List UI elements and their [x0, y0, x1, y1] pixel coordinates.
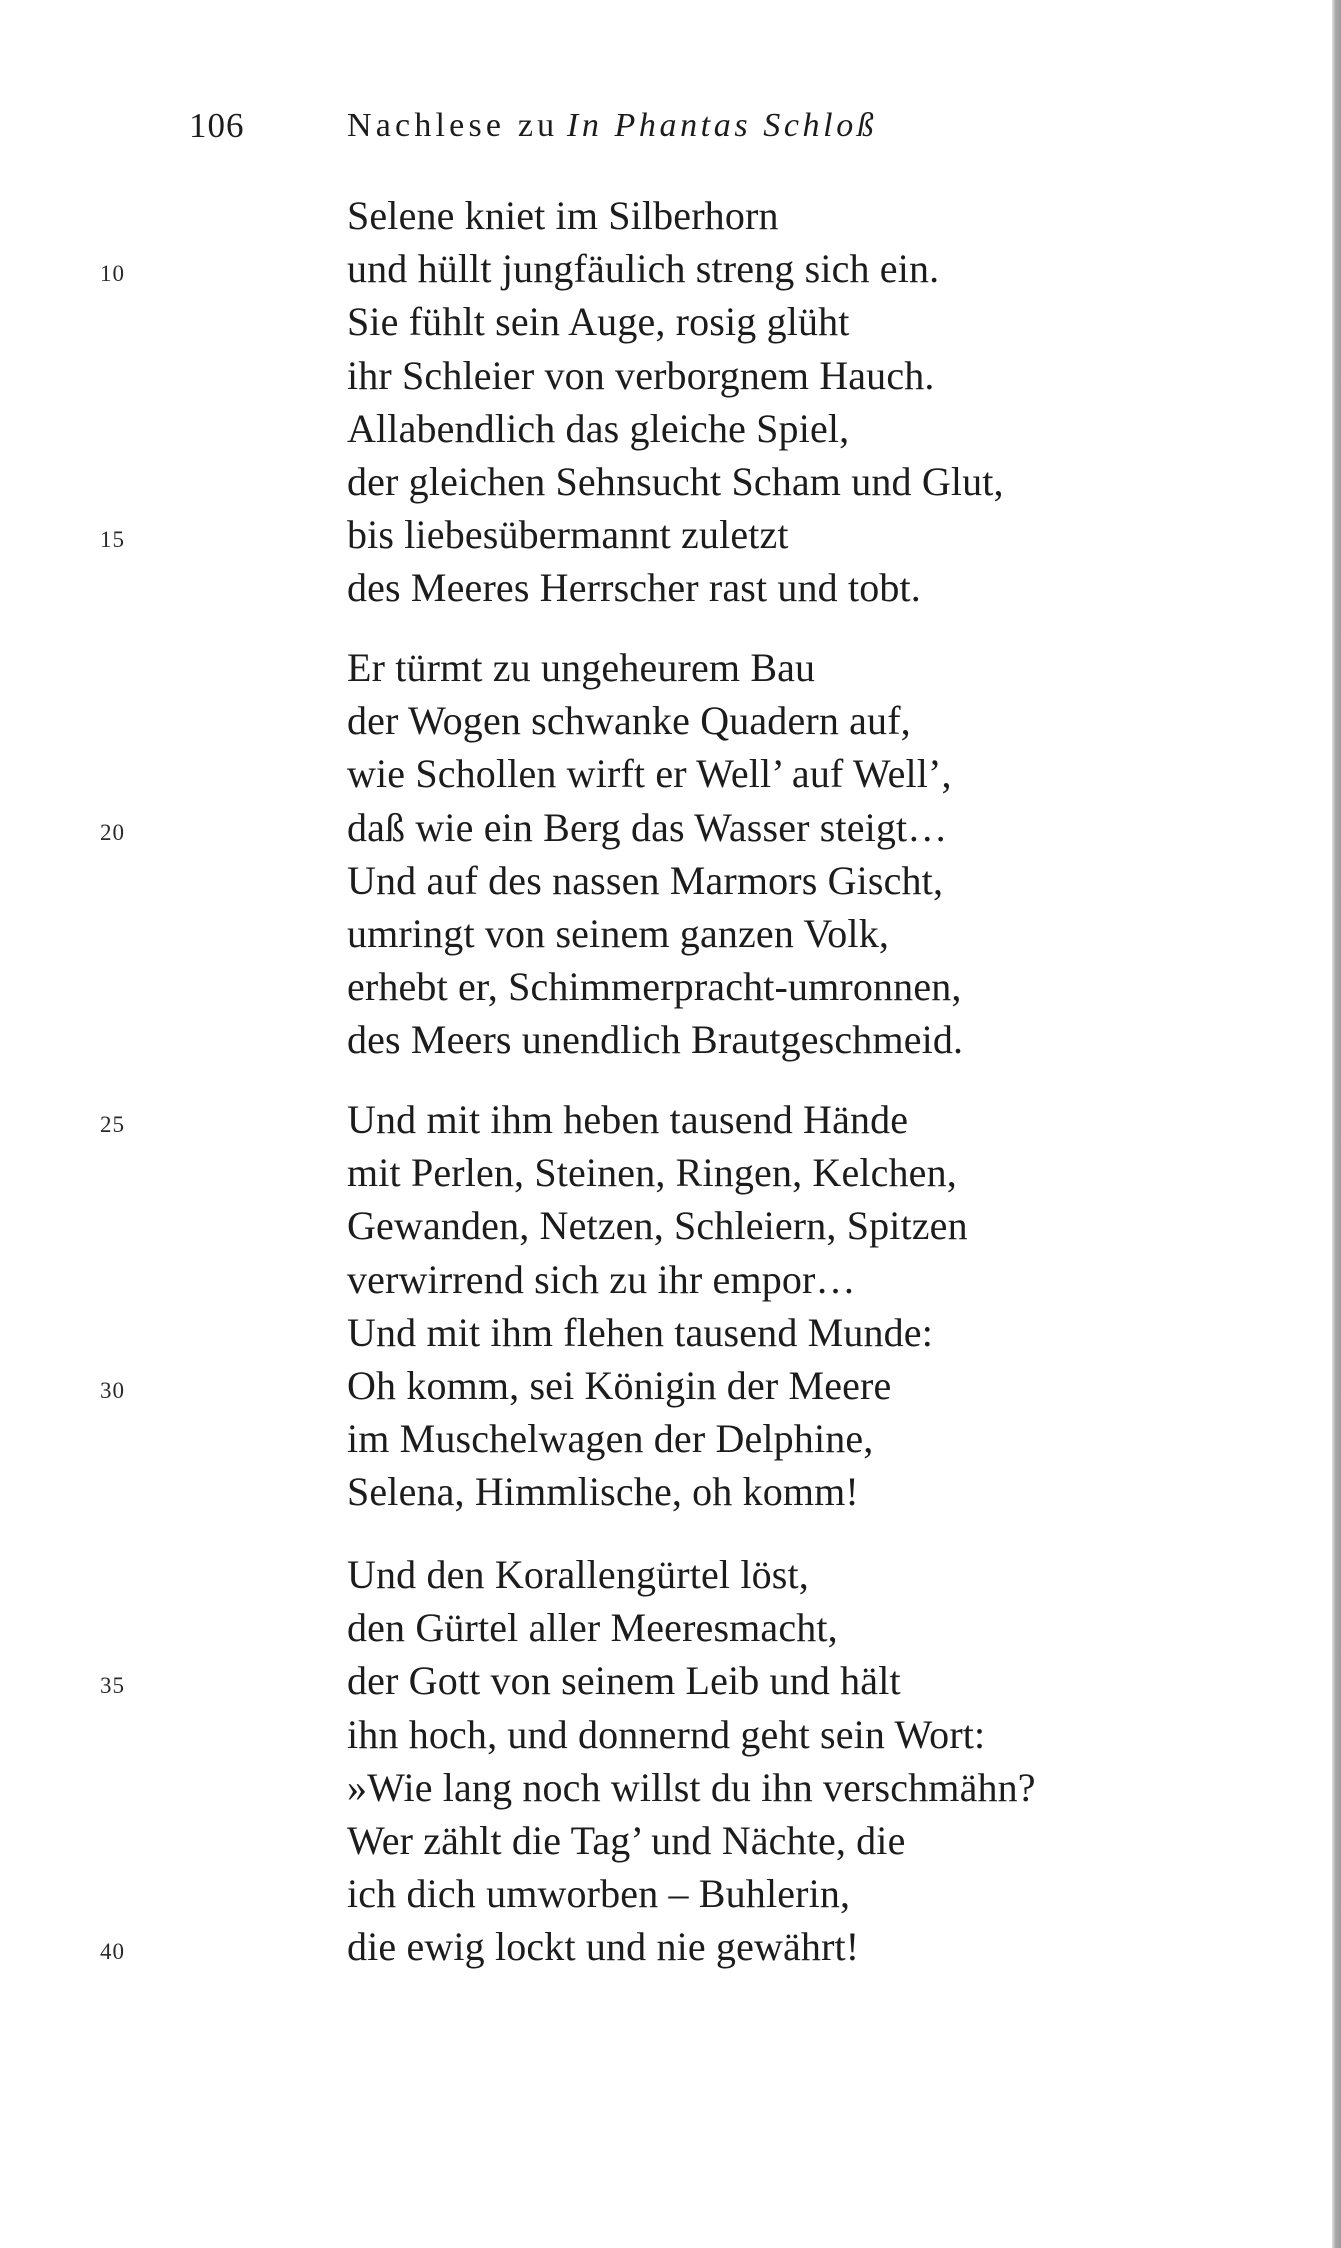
verse-line: Oh komm, sei Königin der Meere: [347, 1363, 892, 1408]
verse-line: Allabendlich das gleiche Spiel,: [347, 405, 850, 451]
line-number: 35: [100, 1673, 125, 1699]
line-number: 30: [100, 1378, 125, 1403]
verse-line: ihn hoch, und donnernd geht sein Wort:: [347, 1711, 986, 1757]
line-number: 25: [100, 1112, 125, 1137]
line-number: 40: [100, 1939, 125, 1965]
line-number: 10: [100, 261, 125, 287]
verse-line: Sie fühlt sein Auge, rosig glüht: [347, 299, 850, 345]
verse-line: daß wie ein Berg das Wasser steigt…: [347, 804, 948, 850]
verse-line: Gewanden, Netzen, Schleiern, Spitzen: [347, 1203, 968, 1249]
verse-line: Wer zählt die Tag’ und Nächte, die: [347, 1818, 906, 1863]
verse-line: Und mit ihm heben tausend Hände: [347, 1097, 909, 1142]
verse-line: wie Schollen wirft er Well’ auf Well’,: [347, 751, 952, 797]
verse-line: erhebt er, Schimmerpracht-umronnen,: [347, 964, 962, 1010]
running-head-work-title: In Phantas Schloß: [566, 107, 878, 144]
verse-line: den Gürtel aller Meeresmacht,: [347, 1605, 838, 1651]
verse-line: im Muschelwagen der Delphine,: [347, 1416, 874, 1462]
verse-line: der Gott von seinem Leib und hält: [347, 1658, 901, 1704]
verse-line: und hüllt jungfäulich streng sich ein.: [347, 246, 940, 292]
verse-line: umringt von seinem ganzen Volk,: [347, 911, 889, 956]
verse-line: des Meers unendlich Brautgeschmeid.: [347, 1017, 964, 1063]
line-number: 20: [100, 819, 125, 845]
verse-line: der gleichen Sehnsucht Scham und Glut,: [347, 459, 1004, 504]
verse-line: Und mit ihm flehen tausend Munde:: [347, 1309, 933, 1355]
page-number: 106: [189, 106, 245, 145]
verse-line: bis liebesübermannt zuletzt: [347, 512, 789, 558]
verse-line: »Wie lang noch willst du ihn verschmähn?: [347, 1764, 1036, 1810]
verse-line: Er türmt zu ungeheurem Bau: [347, 645, 816, 690]
verse-line: mit Perlen, Steinen, Ringen, Kelchen,: [347, 1150, 957, 1196]
verse-line: des Meeres Herrscher rast und tobt.: [347, 565, 921, 611]
verse-line: die ewig lockt und nie gewährt!: [347, 1924, 860, 1970]
verse-line: Und den Korallengürtel löst,: [347, 1552, 809, 1597]
running-head-prefix: Nachlese zu: [347, 107, 559, 144]
verse-line: verwirrend sich zu ihr empor…: [347, 1256, 856, 1302]
verse-line: ihr Schleier von verborgnem Hauch.: [347, 352, 935, 398]
verse-line: ich dich umworben – Buhlerin,: [347, 1871, 851, 1917]
verse-line: Selene kniet im Silberhorn: [347, 193, 779, 238]
verse-line: Selena, Himmlische, oh komm!: [347, 1469, 859, 1515]
verse-line: der Wogen schwanke Quadern auf,: [347, 698, 911, 744]
verse-line: Und auf des nassen Marmors Gischt,: [347, 857, 944, 903]
line-number: 15: [100, 527, 125, 553]
